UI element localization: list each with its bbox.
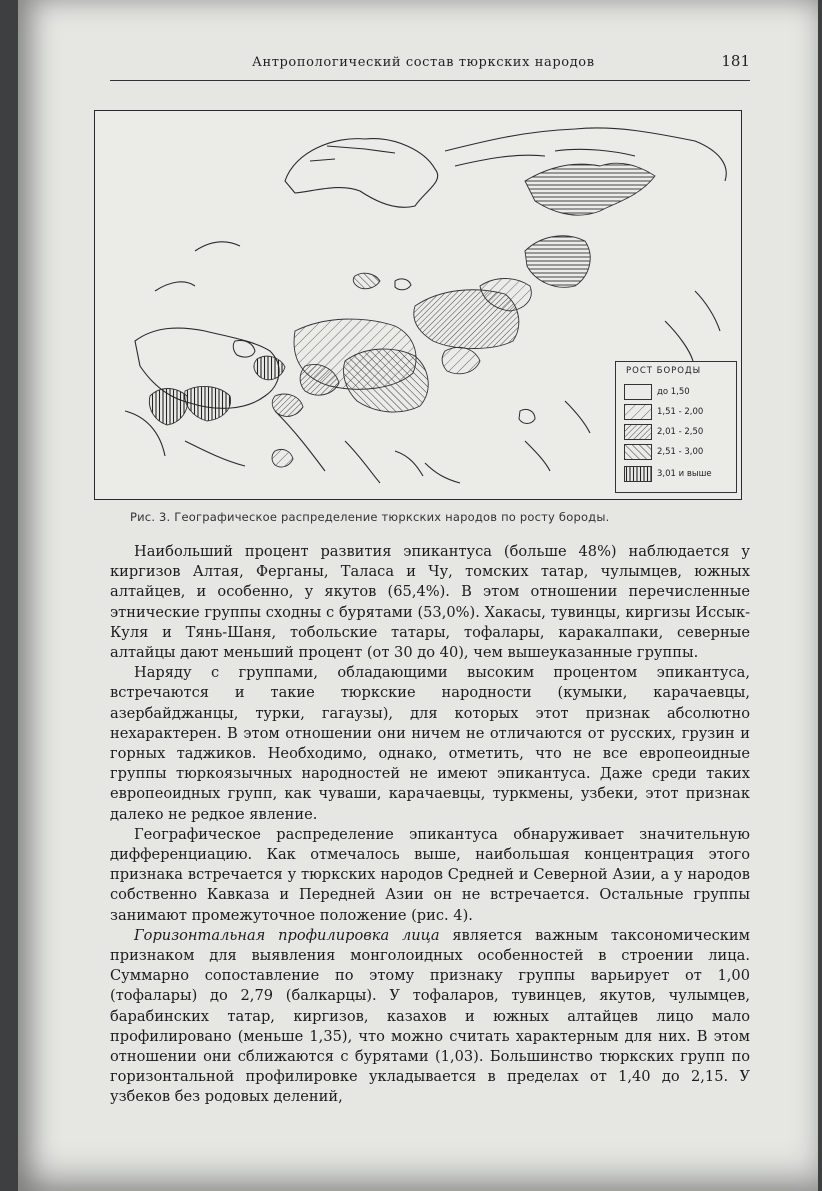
legend-title: РОСТ БОРОДЫ	[626, 366, 702, 376]
beard-growth-regions	[149, 163, 655, 467]
figure-caption: Рис. 3. Географическое распределение тюркских народов по росту бороды.	[130, 510, 610, 524]
running-head	[110, 50, 750, 81]
page-number: 181	[721, 52, 750, 70]
legend-swatch-vertical	[624, 466, 652, 482]
term-emphasis: Горизонтальная профилировка лица	[134, 926, 440, 944]
paragraph: Географическое распределение эпикантуса обнаруживает значительную дифференциацию. Как отмечалось выше, наибольшая концентрация этого признака встречается у тюркских народов Средней и Северной Азии, а у народов собственно Кавказа и Передней Азии он не встречается. Остальные группы занимают промежуточное положение (рис. 4).	[110, 825, 750, 924]
paragraph: Наряду с группами, обладающими высоким процентом эпикантуса, встречаются и такие тюркские народности (кумыки, карачаевцы, азербайджанцы, турки, гагаузы), для которых этот признак абсолютно нехарактерен. В этом отношении они ничем не отличаются от русских, грузин и горных таджиков. Необходимо, однако, отметить, что не все европеоидные группы тюркоязычных народностей не имеют эпикантуса. Даже среди таких европеоидных групп, как чуваши, карачаевцы, туркмены, узбеки, этот признак далеко не редкое явление.	[110, 664, 750, 823]
legend-swatch-sparse	[624, 404, 652, 420]
running-head-title: Антропологический состав тюркских народов	[252, 55, 595, 70]
map-legend	[615, 361, 737, 493]
paragraph	[110, 926, 750, 1108]
legend-label: до 1,50	[657, 387, 690, 397]
paragraph-text: является важным таксономическим признаком для выявления монголоидных особенностей в строении лица. Суммарно сопоставление по этому признаку группы варьирует от 1,00 (тофалары) до 2,79 (балкарцы). У тофаларов, тувинцев, якутов, чулымцев, барабинских татар, киргизов, казахов и южных алтайцев лицо мало профилировано (меньше 1,35), что можно считать характерным для них. В этом отношении они сближаются с бурятами (1,03). Большинство тюркских групп по горизонтальной профилировке укладывается в пределах от 1,40 до 2,15. У узбеков без родовых делений,	[110, 926, 751, 1106]
legend-label: 2,01 - 2,50	[657, 427, 704, 437]
legend-label: 1,51 - 2,00	[657, 407, 704, 417]
map-figure	[94, 110, 742, 500]
legend-swatch-cross	[624, 444, 652, 460]
legend-swatch-blank	[624, 384, 652, 400]
body-text	[110, 542, 750, 1108]
legend-label: 2,51 - 3,00	[657, 447, 704, 457]
legend-swatch-dense	[624, 424, 652, 440]
legend-label: 3,01 и выше	[657, 469, 712, 479]
paragraph: Наибольший процент развития эпикантуса (больше 48%) наблюдается у киргизов Алтая, Ферганы, Таласа и Чу, томских татар, чулымцев, южных алтайцев, и особенно, у якутов (65,4%). В этом отношении перечисленные этнические группы сходны с бурятами (53,0%). Хакасы, тувинцы, киргизы Иссык-Куля и Тянь-Шаня, тобольские татары, тофалары, каракалпаки, северные алтайцы дают меньший процент (от 30 до 40), чем вышеуказанные группы.	[110, 543, 750, 662]
book-page	[18, 0, 818, 1191]
